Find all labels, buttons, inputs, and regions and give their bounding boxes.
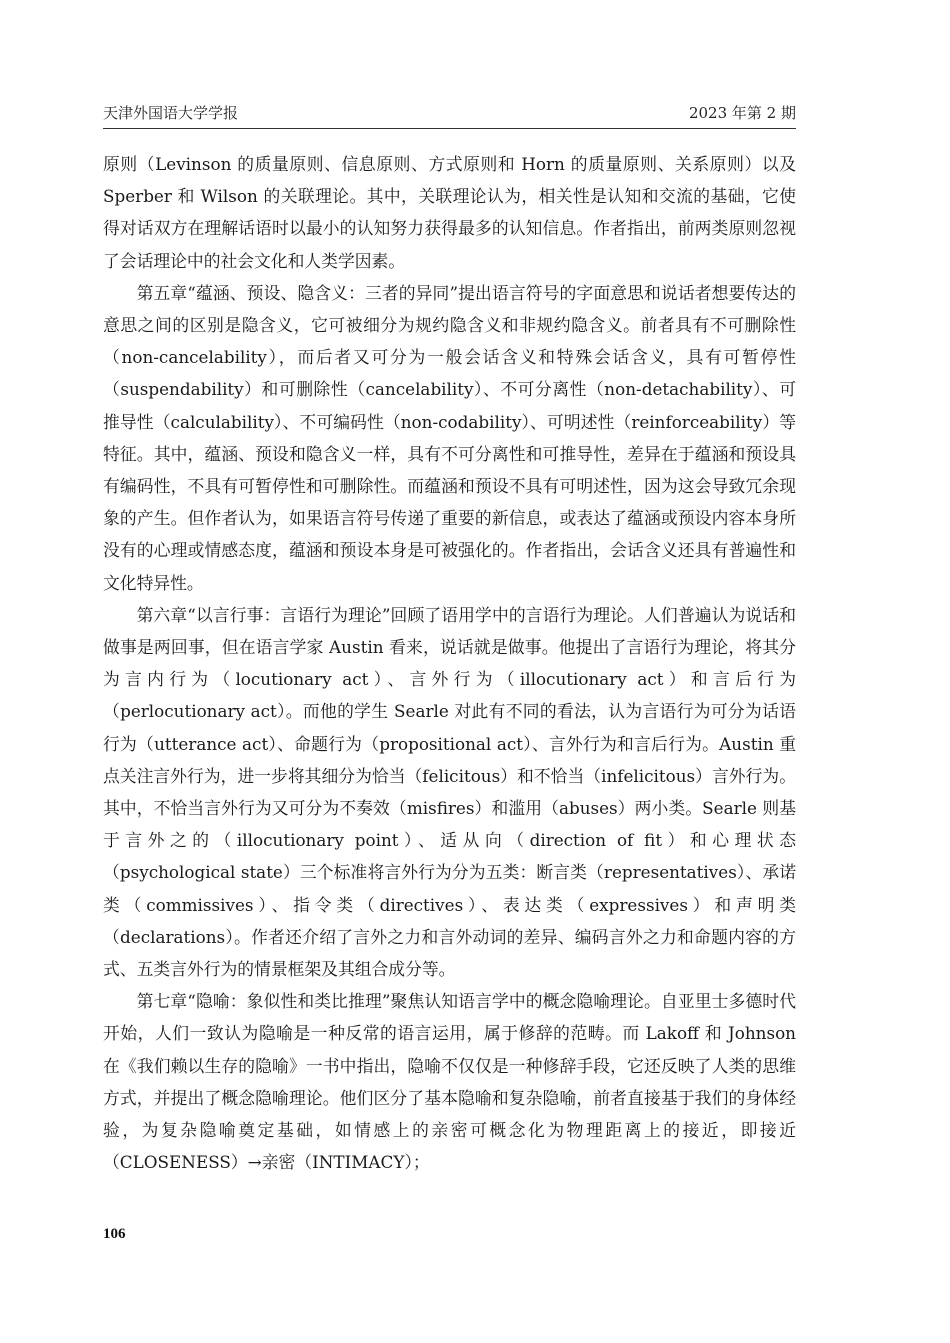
header-divider	[103, 128, 796, 129]
paragraph-chapter-7: 第七章“隐喻：象似性和类比推理”聚焦认知语言学中的概念隐喻理论。自亚里士多德时代开始，人们一致认为隐喻是一种反常的语言运用，属于修辞的范畴。而 Lakoff 和 Johnson 在《我们赖以生存的隐喻》一书中指出，隐喻不仅仅是一种修辞手段，它还反映了人类的思维方式，并提出了概念隐喻理论。他们区分了基本隐喻和复杂隐喻，前者直接基于我们的身体经验，为复杂隐喻奠定基础，如情感上的亲密可概念化为物理距离上的接近，即接近（CLOSENESS）→亲密（INTIMACY）；	[103, 991, 796, 1173]
issue-label: 2023 年第 2 期	[688, 104, 796, 122]
paragraph-chapter-5: 第五章“蕴涵、预设、隐含义：三者的异同”提出语言符号的字面意思和说话者想要传达的意思之间的区别是隐含义，它可被细分为规约隐含义和非规约隐含义。前者具有不可删除性（non-cancelability），而后者又可分为一般会话含义和特殊会话含义，具有可暂停性（suspendability）和可删除性（cancelability）、不可分离性（non-detachability）、可推导性（calculability）、不可编码性（non-codability）、可明述性（reinforceability）等特征。其中，蕴涵、预设和隐含义一样，具有不可分离性和可推导性，差异在于蕴涵和预设具有编码性，不具有可暂停性和可删除性。而蕴涵和预设不具有可明述性，因为这会导致冗余现象的产生。但作者认为，如果语言符号传递了重要的新信息，或表达了蕴涵或预设内容本身所没有的心理或情感态度，蕴涵和预设本身是可被强化的。作者指出，会话含义还具有普遍性和文化特异性。	[103, 282, 796, 593]
journal-title: 天津外国语大学学报	[103, 104, 239, 122]
running-header	[103, 102, 796, 123]
page-number: 106	[103, 1226, 126, 1242]
article-body	[103, 148, 796, 1179]
paragraph-chapter-6: 第六章“以言行事：言语行为理论”回顾了语用学中的言语行为理论。人们普遍认为说话和做事是两回事，但在语言学家 Austin 看来，说话就是做事。他提出了言语行为理论，将其分为言内行为（locutionary act）、言外行为（illocutionary act）和言后行为（perlocutionary act）。而他的学生 Searle 对此有不同的看法，认为言语行为可分为话语行为（utterance act）、命题行为（propositional act）、言外行为和言后行为。Austin 重点关注言外行为，进一步将其细分为恰当（felicitous）和不恰当（infelicitous）言外行为。其中，不恰当言外行为又可分为不奏效（misfires）和滥用（abuses）两小类。Searle 则基于言外之的（illocutionary point）、适从向（direction of fit）和心理状态（psychological state）三个标准将言外行为分为五类：断言类（representatives）、承诺类（commissives）、指令类（directives）、表达类（expressives）和声明类（declarations）。作者还介绍了言外之力和言外动词的差异、编码言外之力和命题内容的方式、五类言外行为的情景框架及其组合成分等。	[103, 604, 796, 980]
paragraph-continuation: 原则（Levinson 的质量原则、信息原则、方式原则和 Horn 的质量原则、关系原则）以及 Sperber 和 Wilson 的关联理论。其中，关联理论认为，相关性是认知和交流的基础，它使得对话双方在理解话语时以最小的认知努力获得最多的认知信息。作者指出，前两类原则忽视了会话理论中的社会文化和人类学因素。	[103, 154, 796, 271]
